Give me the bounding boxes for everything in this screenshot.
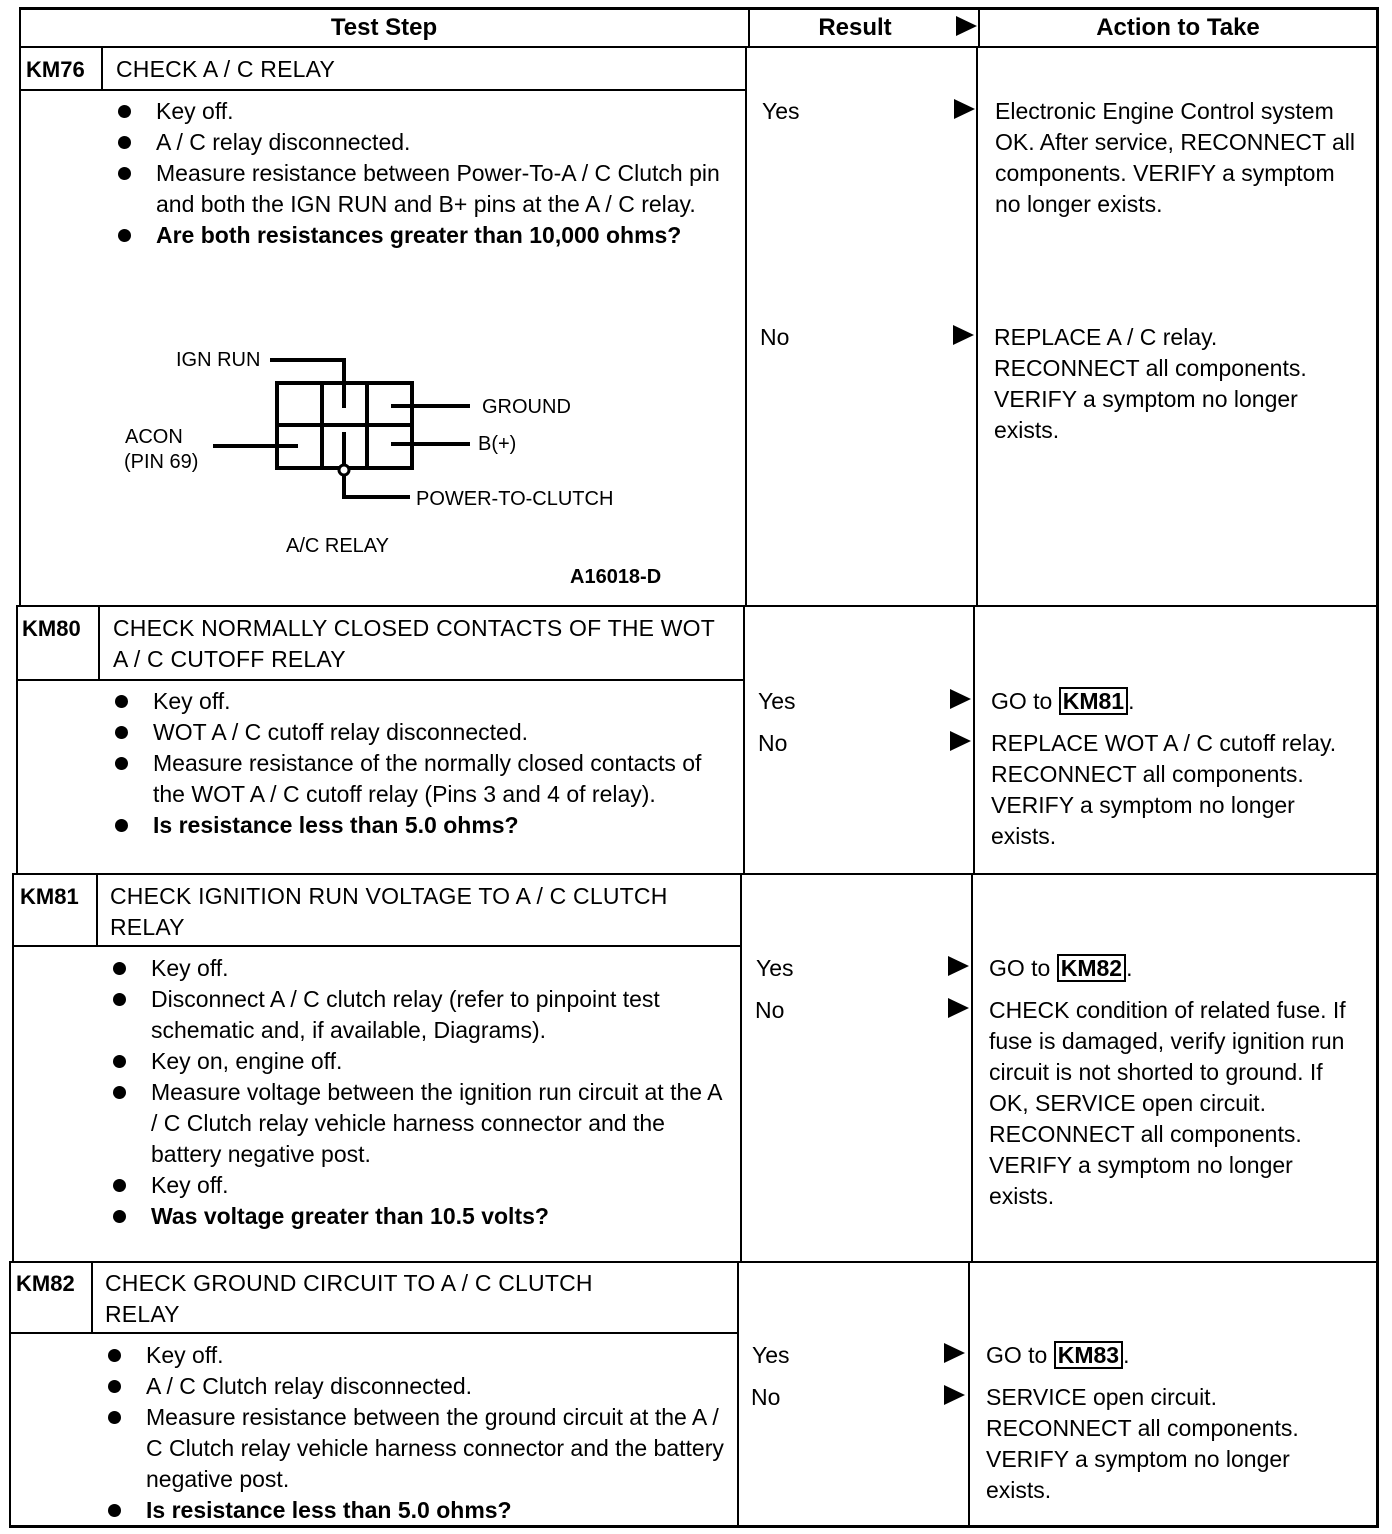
step-item: Key off.: [111, 1170, 726, 1201]
table-border-left: [12, 875, 14, 1262]
action-no: REPLACE WOT A / C cutoff relay. RECONNECT all components. VERIFY a symptom no longer exists.: [991, 730, 1337, 849]
bullet-icon: [115, 695, 128, 708]
step-item: Key off.: [116, 96, 726, 127]
header-result: Result: [818, 14, 892, 41]
result-yes: Yes: [758, 688, 796, 714]
arrow-icon: [944, 1385, 965, 1405]
action-yes: GO to KM82 .: [989, 955, 1133, 981]
title-box-divider: [98, 606, 100, 680]
bullet-icon: [115, 726, 128, 739]
label-acon: ACON: [125, 426, 183, 448]
step-reference-link[interactable]: KM81: [1059, 687, 1128, 715]
label-ign-run: IGN RUN: [176, 349, 261, 371]
power-to-clutch-wire: [344, 432, 410, 497]
header-action: Action to Take: [1096, 14, 1260, 41]
step-item: A / C relay disconnected.: [116, 127, 726, 158]
column-divider: [737, 1262, 739, 1527]
bullet-icon: [108, 1349, 121, 1362]
bullet-icon: [108, 1380, 121, 1393]
bullet-icon: [113, 1210, 126, 1223]
arrow-icon: [950, 689, 971, 709]
result-no: No: [760, 324, 790, 350]
step-title: CHECK NORMALLY CLOSED CONTACTS OF THE WOT A / C CUTOFF RELAY: [113, 615, 715, 672]
figure-id: A16018-D: [570, 566, 662, 588]
action-yes: GO to KM83 .: [986, 1342, 1130, 1368]
column-divider: [968, 1262, 970, 1527]
result-yes: Yes: [756, 955, 794, 981]
column-divider: [740, 875, 742, 1262]
label-pin: (PIN 69): [124, 451, 199, 473]
result-no: No: [758, 730, 788, 756]
title-box-bottom: [9, 1332, 738, 1334]
label-bplus: B(+): [478, 433, 517, 455]
step-item: Disconnect A / C clutch relay (refer to pinpoint test schematic and, if available, Diagrams).: [111, 984, 726, 1046]
column-divider: [743, 605, 745, 875]
bullet-icon: [113, 1055, 126, 1068]
row-separator: [16, 605, 1378, 607]
step-item: Measure resistance between Power-To-A / C Clutch pin and both the IGN RUN and B+ pins at the A / C relay.: [116, 158, 726, 220]
label-ground: GROUND: [482, 396, 571, 418]
diagram-caption: A/C RELAY: [286, 535, 389, 557]
bullet-icon: [115, 819, 128, 832]
title-box-divider: [96, 875, 98, 946]
step-question: Was voltage greater than 10.5 volts?: [111, 1201, 726, 1232]
bullet-icon: [113, 1179, 126, 1192]
step-item: Key off.: [111, 953, 726, 984]
action-no: SERVICE open circuit. RECONNECT all components. VERIFY a symptom no longer exists.: [986, 1384, 1299, 1503]
arrow-icon: [950, 731, 971, 751]
result-yes: Yes: [762, 98, 800, 124]
row-separator: [12, 873, 1378, 875]
step-question: Is resistance less than 5.0 ohms?: [113, 810, 723, 841]
title-box-bottom: [12, 945, 741, 947]
bullet-icon: [113, 993, 126, 1006]
result-no: No: [751, 1384, 781, 1410]
title-box-divider: [91, 1263, 93, 1333]
step-item: Key off.: [106, 1340, 726, 1371]
column-divider: [973, 605, 975, 875]
step-title: CHECK GROUND CIRCUIT TO A / C CLUTCH RELAY: [105, 1270, 593, 1327]
step-question: Is resistance less than 5.0 ohms?: [106, 1495, 726, 1526]
step-reference-link[interactable]: KM83: [1054, 1341, 1123, 1369]
step-question: Are both resistances greater than 10,000 ohms?: [116, 220, 726, 251]
step-list: [111, 953, 726, 1232]
bullet-icon: [108, 1411, 121, 1424]
action-no: CHECK condition of related fuse. If fuse is damaged, verify ignition run circuit is not shorted to ground. If OK, SERVICE open circuit. RECONNECT all components. VERIFY a symptom no longer exists.: [989, 997, 1346, 1209]
arrow-icon: [948, 998, 969, 1018]
table-border-left: [9, 1262, 11, 1527]
arrow-icon: [944, 1343, 965, 1363]
step-list: [113, 686, 723, 841]
action-yes: Electronic Engine Control system OK. After service, RECONNECT all components. VERIFY a symptom no longer exists.: [995, 98, 1355, 217]
step-item: Measure voltage between the ignition run circuit at the A / C Clutch relay vehicle harness connector and the battery negative post.: [111, 1077, 726, 1170]
step-code: KM76: [26, 57, 85, 82]
step-code: KM82: [16, 1271, 75, 1296]
column-divider: [971, 875, 973, 1262]
bullet-icon: [115, 757, 128, 770]
arrow-icon: [948, 956, 969, 976]
ac-relay-diagram: [0, 0, 760, 605]
step-item: WOT A / C cutoff relay disconnected.: [113, 717, 723, 748]
step-title: CHECK IGNITION RUN VOLTAGE TO A / C CLUTCH RELAY: [110, 883, 668, 940]
result-no: No: [755, 997, 785, 1023]
label-power-to-clutch: POWER-TO-CLUTCH: [416, 488, 614, 510]
step-item: Measure resistance between the ground circuit at the A / C Clutch relay vehicle harness connector and the battery negative post.: [106, 1402, 726, 1495]
bullet-icon: [113, 962, 126, 975]
step-reference-link[interactable]: KM82: [1057, 954, 1126, 982]
table-border-left: [16, 605, 18, 875]
step-list: [106, 1340, 726, 1526]
action-yes: GO to KM81 .: [991, 688, 1135, 714]
title-box-bottom: [16, 679, 744, 681]
action-no: REPLACE A / C relay. RECONNECT all components. VERIFY a symptom no longer exists.: [994, 324, 1307, 443]
column-divider: [976, 47, 978, 605]
step-item: A / C Clutch relay disconnected.: [106, 1371, 726, 1402]
header-arrow-icon: [956, 16, 977, 36]
step-code: KM81: [20, 884, 79, 909]
step-item: Measure resistance of the normally closed contacts of the WOT A / C cutoff relay (Pins 3 and 4 of relay).: [113, 748, 723, 810]
arrow-icon: [953, 325, 974, 345]
bullet-icon: [108, 1504, 121, 1517]
step-item: Key on, engine off.: [111, 1046, 726, 1077]
table-border-right: [1376, 7, 1379, 1527]
bullet-icon: [113, 1086, 126, 1099]
arrow-icon: [954, 99, 975, 119]
step-title: CHECK A / C RELAY: [116, 56, 335, 82]
step-code: KM80: [22, 616, 81, 641]
step-item: Key off.: [113, 686, 723, 717]
result-yes: Yes: [752, 1342, 790, 1368]
row-separator: [9, 1261, 1378, 1263]
header-test-step: Test Step: [330, 14, 438, 41]
